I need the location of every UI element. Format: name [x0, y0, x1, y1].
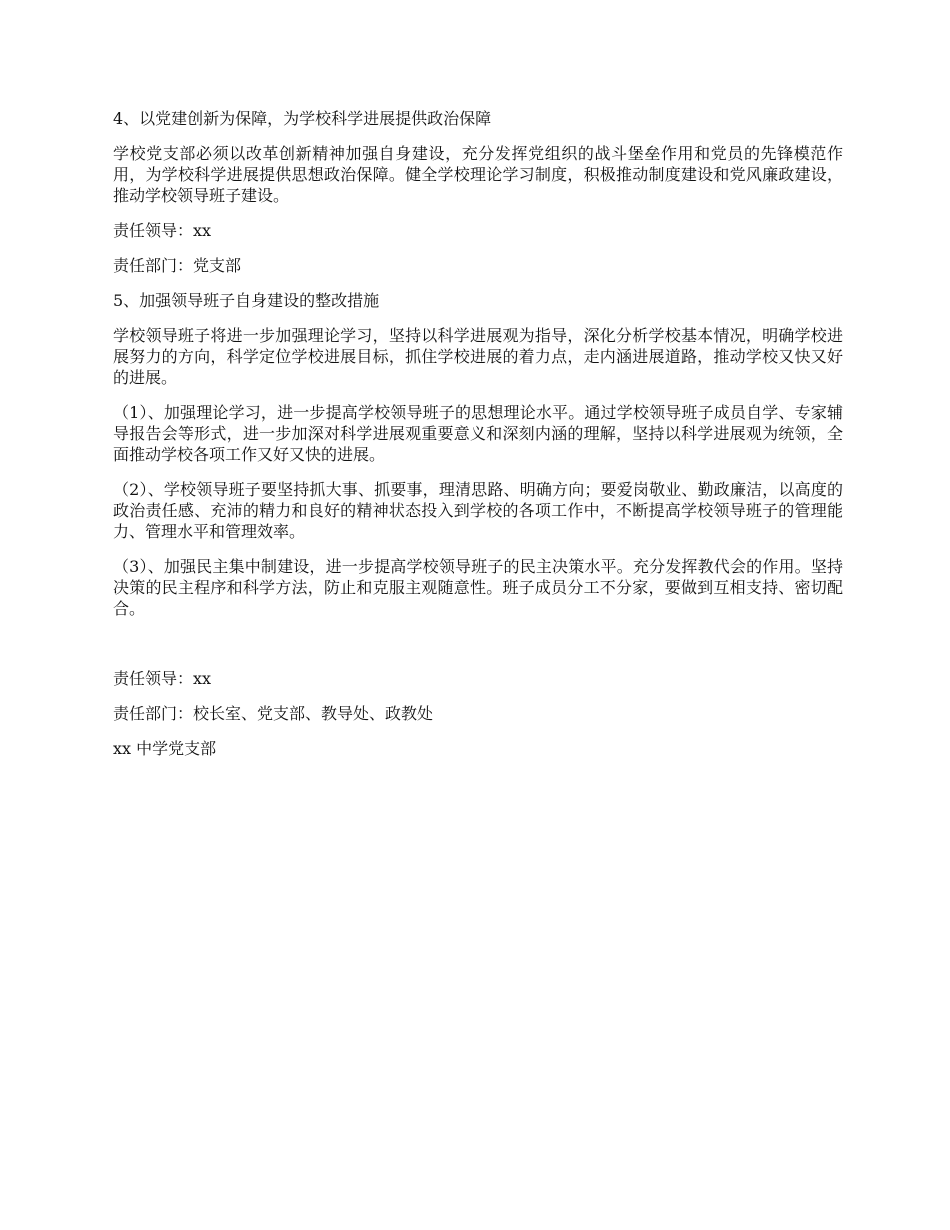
section5-intro: 学校领导班子将进一步加强理论学习，坚持以科学进展观为指导，深化分析学校基本情况，明确学校进展努力的方向，科学定位学校进展目标，抓住学校进展的着力点，走内涵进展道路，推动学校又快又好的进展。: [113, 326, 843, 387]
signature: xx 中学党支部: [113, 739, 217, 758]
document-page: [113, 108, 843, 773]
section5-item-2: （2）、学校领导班子要坚持抓大事、抓要事，理清思路、明确方向；要爱岗敬业、勤政廉洁，以高度的政治责任感、充沛的精力和良好的精神状态投入到学校的各项工作中，不断提高学校领导班子的管理能力、管理水平和管理效率。: [113, 480, 843, 541]
section5-item-3: （3）、加强民主集中制建设，进一步提高学校领导班子的民主决策水平。充分发挥教代会的作用。坚持决策的民主程序和科学方法，防止和克服主观随意性。班子成员分工不分家，要做到互相支持、密切配合。: [113, 557, 843, 618]
section5-department: 责任部门：校长室、党支部、教导处、政教处: [113, 704, 434, 723]
section5-heading: 5、加强领导班子自身建设的整改措施: [113, 291, 380, 310]
section4-leader: 责任领导：xx: [113, 221, 212, 240]
blank-spacer: [113, 633, 843, 668]
section4-department: 责任部门：党支部: [113, 256, 242, 275]
section5-leader: 责任领导：xx: [113, 669, 212, 688]
section4-body: 学校党支部必须以改革创新精神加强自身建设，充分发挥党组织的战斗堡垒作用和党员的先锋模范作用，为学校科学进展提供思想政治保障。健全学校理论学习制度，积极推动制度建设和党风廉政建设，推动学校领导班子建设。: [113, 144, 843, 205]
section4-heading: 4、以党建创新为保障，为学校科学进展提供政治保障: [113, 109, 492, 128]
section5-item-1: （1）、加强理论学习，进一步提高学校领导班子的思想理论水平。通过学校领导班子成员自学、专家辅导报告会等形式，进一步加深对科学进展观重要意义和深刻内涵的理解，坚持以科学进展观为统领，全面推动学校各项工作又好又快的进展。: [113, 403, 843, 464]
